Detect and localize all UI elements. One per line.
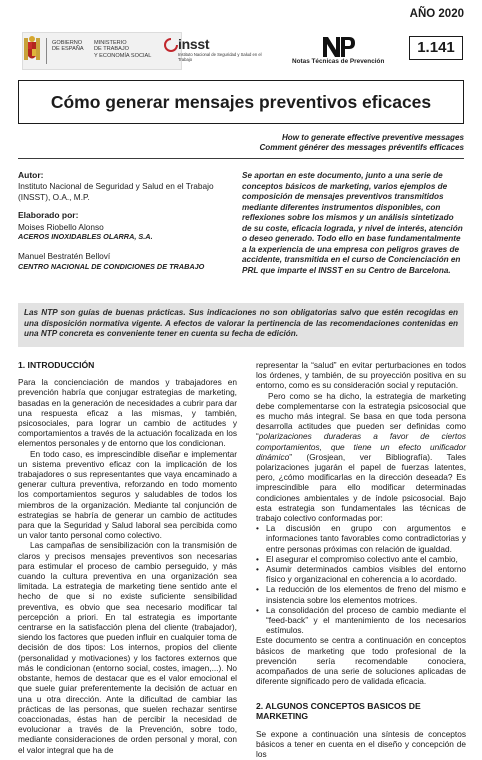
government-logo: [22, 32, 152, 70]
paragraph: representar la “salud” en evitar perturbaciones en todos los órdenes, y también, de su proyección positiva en su entorno, como es su consideración social y reputación.: [256, 360, 466, 391]
notice-box: [18, 303, 464, 347]
list-item: • La reducción de los elementos de freno del mismo e insistencia sobre los elementos motrices.: [256, 584, 466, 604]
ntp-logo-icon: [322, 36, 356, 58]
bullet-list: [256, 523, 466, 635]
list-item: • La consolidación del proceso de cambio mediante el “feed-back” y el mantenimiento de los necesarios estímulos.: [256, 605, 466, 636]
ministry-label: MINISTERIO DE TRABAJO Y ECONOMÍA SOCIAL: [94, 40, 152, 59]
list-item: • El asegurar el compromiso colectivo ante el cambio,: [256, 554, 466, 564]
government-label: GOBIERNO DE ESPAÑA: [52, 40, 84, 53]
list-item: • La discusión en grupo con argumentos e informaciones tanto favorables como contradictorias y entre personas próximas con relación de igualdad.: [256, 523, 466, 554]
abstract: Se aportan en este documento, junto a una serie de conceptos básicos de marketing, varios ejemplos de composición de mensajes preventivos transmitidos mediante diferentes instrumentos disponibles, con reflexiones sobre los mismos y un análisis sintetizado de su coste, eficacia lograda, y nivel de interés, atención o deseo generado. Todo ello en base fundamentalmente a la experiencia de una empresa con peligros graves de accidente, transmitida en el curso de Concienciación en PRL que imparte el INSST en su Centro de Barcelona.: [242, 171, 463, 275]
paragraph: Se expone a continuación una síntesis de conceptos básicos a tener en cuenta en el diseño y concepción de los: [256, 728, 466, 760]
notice-text: Las NTP son guías de buenas prácticas. Sus indicaciones no son obligatorias salvo que estén recogidas en una disposición normativa vigente. A efectos de valorar la pertinencia de las recomendaciones contenidas en una NTP concreta es conveniente tener en cuenta su fecha de edición.: [24, 308, 458, 338]
ntp-number: 1.141: [409, 36, 463, 60]
author-name: Manuel Bestratén Belloví: [18, 251, 111, 262]
section-heading: 2. ALGUNOS CONCEPTOS BASICOS DE MARKETING: [256, 700, 421, 721]
section-heading: 1. INTRODUCCIÓN: [18, 360, 95, 370]
author-affiliation: CENTRO NACIONAL DE CONDICIONES DE TRABAJO: [18, 261, 205, 271]
author-affiliation: ACEROS INOXIDABLES OLARRA, S.A.: [18, 232, 153, 242]
list-item: • Asumir determinados cambios visibles del entorno físico y organizacional en coherencia a lo acordado.: [256, 564, 466, 584]
logo-separator: [46, 38, 47, 64]
paragraph: Las campañas de sensibilización con la transmisión de claros y precisos mensajes preventivos son necesarias para estimular el proceso de cambio perseguido, y más cuando la cultura preventiva en una organización sea limitada. La estrategia de marketing tiene sentido ante el hecho de que si no existe suficiente sensibilidad preventiva, es obvio que sea necesario modificar tal percepción a priori. En tal estrategia es importante centrarse en la satisfacción plena del cliente (trabajador), siendo los factores que pueden influir en cualquier toma de decisión de dos tipos: Los internos, propios del cliente (personalidad y motivaciones) y los factores externos que más le condicionan (entorno social, costes, imagen,...). No obstante, hemos de destacar que es el valor emocional el que suele guiar preferentemente la decisión de actuar en una u otra dirección. Ante la dificultad de cambiar las prácticas de las personas, que suelen rechazar sentirse coaccionadas, éstas han de percibir la necesidad de evolucionar a través de la Prevención, sobre todo, mediante consideraciones de orden personal y moral, con el valor integral que ha de: [18, 540, 237, 755]
divider: [18, 158, 464, 159]
paragraph: En todo caso, es imprescindible diseñar e implementar un sistema preventivo eficaz con la implicación de los trabajadores o sus representantes que vaya encaminado a generar cultura preventiva, reforzando en todo momento los comportamientos seguros y saludables de todos los miembros de la organización. Mediante tal conjunción de estrategias se habría de generar un cambio de actitudes para que la Seguridad y Salud laboral sea percibida como un valor tanto personal como colectivo.: [18, 448, 237, 541]
body-left-column: [18, 360, 237, 755]
insst-subtitle: Instituto Nacional de Seguridad y Salud en el Trabajo: [178, 52, 262, 62]
author-heading: Autor:: [18, 170, 44, 180]
paragraph: Para la concienciación de mandos y trabajadores en prevención habría que conjugar estrategias de marketing, basadas en la generación de necesidades a cubrir para dar una respuesta eficaz a las mismas, y también, psicosociales, para lograr un cambio de actitudes y comportamientos a través de la actuación focalizada en los elementos personales y de entorno que los condicionan.: [18, 377, 237, 449]
french-title: Comment générer des messages préventifs efficaces: [259, 143, 464, 152]
prepared-by-heading: Elaborado por:: [18, 210, 79, 221]
series-label: Notas Técnicas de Prevención: [292, 58, 385, 65]
body-right-column: [256, 360, 466, 760]
author-name: Moises Riobello Alonso: [18, 221, 104, 232]
insst-name: insst: [178, 36, 210, 52]
coat-of-arms-icon: [22, 34, 42, 64]
insst-mark-icon: [164, 38, 178, 52]
title-box: [18, 80, 464, 124]
author-organization: Instituto Nacional de Seguridad y Salud en el Trabajo (INSST), O.A., M.P.: [18, 181, 214, 202]
paragraph: Pero como se ha dicho, la estrategia de marketing debe complementarse con la estrategia psicosocial que es mucho más integral. Se basa en que toda persona desarrolla actitudes que pueden ser definidas como “polarizaciones duraderas a favor de ciertos comportamientos, que tiene un efecto unificador dinámico” (Grosjean, ver Bibliografía). Tales polarizaciones jugarán el papel de fuerzas latentes, pero, ¿cómo modificarlas en la dirección deseada? Es imprescindible para ello modificar determinadas condiciones ambientales y de índole psicosocial. Bajo esta estrategia son fundamentales las técnicas de trabajo colectivo conformadas por:: [256, 390, 466, 524]
paragraph: Este documento se centra a continuación en conceptos básicos de marketing que todo profesional de la prevención sería recomendable conociera, acompañados de una serie de soluciones aplicadas de diferente significado pero de validada eficacia.: [256, 635, 466, 687]
document-title: Cómo generar mensajes preventivos eficaces: [50, 92, 432, 112]
edition-year: AÑO 2020: [409, 8, 464, 20]
translated-titles: [259, 133, 464, 153]
quoted-definition: polarizaciones duraderas a favor de ciertos comportamientos, que tiene un efecto unificador dinámico: [256, 431, 466, 462]
english-title: How to generate effective preventive messages: [281, 133, 464, 142]
insst-logo: [164, 34, 262, 66]
authors-block: [18, 170, 238, 272]
